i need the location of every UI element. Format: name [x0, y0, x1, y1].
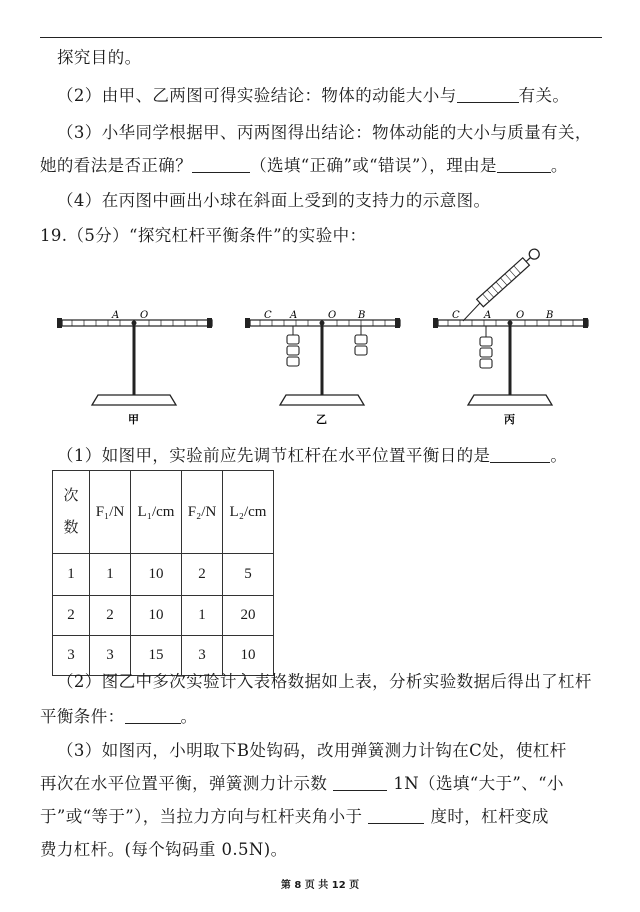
figure-yi	[245, 310, 400, 426]
label-b: B	[358, 310, 366, 321]
answer-blank[interactable]	[368, 808, 424, 824]
question-19-2: （2）图乙中多次实验计入表格数据如上表，分析实验数据后得出了杠杆	[57, 672, 592, 691]
table-cell: 2	[182, 554, 223, 596]
figure-label-jia: 甲	[128, 413, 139, 426]
figure-jia	[57, 310, 212, 426]
table-cell: 10	[223, 636, 274, 676]
text-line-1: 探究目的。	[57, 48, 142, 67]
label-c: C	[264, 310, 272, 321]
table-header-cell: F₁/N	[90, 471, 131, 554]
page-footer: 第 8 页 共 12 页	[280, 880, 360, 891]
label-a: A	[290, 310, 298, 321]
table-cell: 2	[53, 596, 90, 636]
question-19-1: （1）如图甲，实验前应先调节杠杆在水平位置平衡日的是 。	[57, 446, 568, 465]
table-cell: 1	[53, 554, 90, 596]
label-a: A	[112, 310, 120, 321]
question-3: （3）小华同学根据甲、丙两图得出结论：物体动能的大小与质量有关，	[57, 123, 592, 142]
label-a: A	[484, 310, 492, 321]
question-19-3: （3）如图丙，小明取下B处钩码，改用弹簧测力计钩在C处，使杠杆	[57, 741, 567, 760]
table-cell: 10	[131, 596, 182, 636]
question-19-3-cont-1: 再次在水平位置平衡，弹簧测力计示数 1N（选填“大于”、“小	[40, 774, 564, 793]
answer-blank[interactable]	[333, 775, 387, 791]
answer-blank[interactable]	[497, 157, 551, 173]
label-o: O	[328, 310, 337, 321]
table-row	[53, 596, 274, 636]
label-c: C	[452, 310, 460, 321]
answer-blank[interactable]	[125, 708, 181, 724]
table-header-cell: L₂/cm	[223, 471, 274, 554]
table-cell: 15	[131, 636, 182, 676]
table-header-cell: L₁/cm	[131, 471, 182, 554]
answer-blank[interactable]	[457, 87, 519, 103]
label-b: B	[546, 310, 554, 321]
table-cell: 20	[223, 596, 274, 636]
table-cell: 2	[90, 596, 131, 636]
question-19-title: 19.（5分）“探究杠杆平衡条件”的实验中：	[40, 226, 367, 245]
table-cell: 3	[53, 636, 90, 676]
table-cell: 1	[182, 596, 223, 636]
table-cell: 5	[223, 554, 274, 596]
answer-blank[interactable]	[192, 157, 250, 173]
table-header-cell: F₂/N	[182, 471, 223, 554]
question-2: （2）由甲、乙两图可得实验结论：物体的动能大小与 有关。	[57, 86, 570, 105]
answer-blank[interactable]	[490, 447, 550, 463]
figure-bing	[433, 247, 588, 426]
table-header-row	[53, 471, 274, 554]
label-o: O	[140, 310, 149, 321]
top-rule	[40, 37, 602, 38]
table-header-cell: 次数	[53, 471, 90, 554]
label-o: O	[516, 310, 525, 321]
figure-label-yi: 乙	[316, 413, 327, 426]
table-cell: 3	[182, 636, 223, 676]
lever-figures	[52, 245, 612, 435]
table-cell: 3	[90, 636, 131, 676]
data-table	[52, 470, 274, 676]
figure-label-bing: 丙	[504, 413, 515, 426]
table-cell: 10	[131, 554, 182, 596]
question-4: （4）在丙图中画出小球在斜面上受到的支持力的示意图。	[57, 191, 491, 210]
table-row	[53, 554, 274, 596]
question-19-3-cont-3: 费力杠杆。(每个钩码重 0.5N)。	[40, 840, 288, 859]
table-cell: 1	[90, 554, 131, 596]
question-19-2-cont: 平衡条件： 。	[40, 707, 198, 726]
question-3-cont: 她的看法是否正确？ （选填“正确”或“错误”），理由是 。	[40, 156, 568, 175]
question-19-3-cont-2: 于”或“等于”），当拉力方向与杠杆夹角小于 度时，杠杆变成	[40, 807, 549, 826]
